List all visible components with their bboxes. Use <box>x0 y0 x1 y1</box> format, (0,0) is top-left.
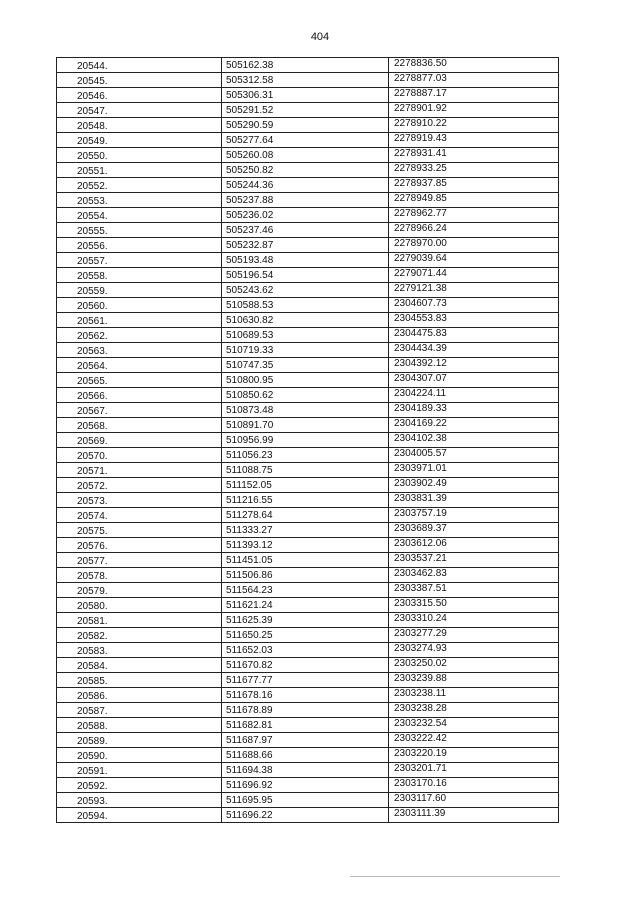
x-coordinate-cell: 511333.27 <box>222 523 389 537</box>
table-row <box>57 763 559 778</box>
y-coordinate-cell: 2278933.25 <box>389 163 559 177</box>
y-coordinate-cell: 2303232.54 <box>389 718 559 732</box>
y-coordinate-cell: 2303310.24 <box>389 613 559 627</box>
point-number-cell: 20586. <box>57 688 222 702</box>
x-coordinate-cell: 511621.24 <box>222 598 389 612</box>
y-coordinate-cell: 2279121.38 <box>389 283 559 297</box>
table-row <box>57 133 559 148</box>
x-coordinate-cell: 505260.08 <box>222 148 389 162</box>
y-coordinate-cell: 2304169.22 <box>389 418 559 432</box>
y-coordinate-cell: 2303220.19 <box>389 748 559 762</box>
y-coordinate-cell: 2279071.44 <box>389 268 559 282</box>
table-row <box>57 448 559 463</box>
point-number-cell: 20583. <box>57 643 222 657</box>
x-coordinate-cell: 511694.38 <box>222 763 389 777</box>
x-coordinate-cell: 511688.66 <box>222 748 389 762</box>
y-coordinate-cell: 2303170.16 <box>389 778 559 792</box>
x-coordinate-cell: 511056.23 <box>222 448 389 462</box>
y-coordinate-cell: 2304224.11 <box>389 388 559 402</box>
table-row <box>57 703 559 718</box>
y-coordinate-cell: 2303462.83 <box>389 568 559 582</box>
table-row <box>57 748 559 763</box>
point-number-cell: 20551. <box>57 163 222 177</box>
y-coordinate-cell: 2303238.28 <box>389 703 559 717</box>
x-coordinate-cell: 511678.89 <box>222 703 389 717</box>
point-number-cell: 20548. <box>57 118 222 132</box>
y-coordinate-cell: 2278836.50 <box>389 58 559 72</box>
x-coordinate-cell: 505290.59 <box>222 118 389 132</box>
table-row <box>57 343 559 358</box>
x-coordinate-cell: 505312.58 <box>222 73 389 87</box>
y-coordinate-cell: 2304005.57 <box>389 448 559 462</box>
y-coordinate-cell: 2278931.41 <box>389 148 559 162</box>
point-number-cell: 20545. <box>57 73 222 87</box>
point-number-cell: 20574. <box>57 508 222 522</box>
table-row <box>57 298 559 313</box>
point-number-cell: 20555. <box>57 223 222 237</box>
y-coordinate-cell: 2303274.93 <box>389 643 559 657</box>
point-number-cell: 20560. <box>57 298 222 312</box>
x-coordinate-cell: 511696.22 <box>222 808 389 822</box>
point-number-cell: 20563. <box>57 343 222 357</box>
x-coordinate-cell: 511650.25 <box>222 628 389 642</box>
page-number: 404 <box>310 31 330 43</box>
point-number-cell: 20558. <box>57 268 222 282</box>
y-coordinate-cell: 2304307.07 <box>389 373 559 387</box>
table-row <box>57 358 559 373</box>
y-coordinate-cell: 2278919.43 <box>389 133 559 147</box>
y-coordinate-cell: 2303111.39 <box>389 808 559 822</box>
point-number-cell: 20559. <box>57 283 222 297</box>
table-row <box>57 808 559 823</box>
point-number-cell: 20568. <box>57 418 222 432</box>
x-coordinate-cell: 510689.53 <box>222 328 389 342</box>
table-row <box>57 673 559 688</box>
x-coordinate-cell: 510719.33 <box>222 343 389 357</box>
point-number-cell: 20546. <box>57 88 222 102</box>
x-coordinate-cell: 511682.81 <box>222 718 389 732</box>
y-coordinate-cell: 2304392.12 <box>389 358 559 372</box>
table-row <box>57 163 559 178</box>
point-number-cell: 20592. <box>57 778 222 792</box>
y-coordinate-cell: 2303117.60 <box>389 793 559 807</box>
point-number-cell: 20557. <box>57 253 222 267</box>
table-row <box>57 523 559 538</box>
table-row <box>57 328 559 343</box>
y-coordinate-cell: 2279039.64 <box>389 253 559 267</box>
table-row <box>57 628 559 643</box>
y-coordinate-cell: 2278910.22 <box>389 118 559 132</box>
point-number-cell: 20565. <box>57 373 222 387</box>
y-coordinate-cell: 2303222.42 <box>389 733 559 747</box>
point-number-cell: 20573. <box>57 493 222 507</box>
point-number-cell: 20571. <box>57 463 222 477</box>
point-number-cell: 20579. <box>57 583 222 597</box>
table-row <box>57 103 559 118</box>
table-row <box>57 388 559 403</box>
x-coordinate-cell: 510956.99 <box>222 433 389 447</box>
y-coordinate-cell: 2304553.83 <box>389 313 559 327</box>
x-coordinate-cell: 505243.62 <box>222 283 389 297</box>
point-number-cell: 20581. <box>57 613 222 627</box>
table-row <box>57 373 559 388</box>
x-coordinate-cell: 511393.12 <box>222 538 389 552</box>
y-coordinate-cell: 2304475.83 <box>389 328 559 342</box>
x-coordinate-cell: 505277.64 <box>222 133 389 147</box>
point-number-cell: 20575. <box>57 523 222 537</box>
point-number-cell: 20577. <box>57 553 222 567</box>
x-coordinate-cell: 505244.36 <box>222 178 389 192</box>
x-coordinate-cell: 511564.23 <box>222 583 389 597</box>
y-coordinate-cell: 2278901.92 <box>389 103 559 117</box>
point-number-cell: 20578. <box>57 568 222 582</box>
y-coordinate-cell: 2304102.38 <box>389 433 559 447</box>
y-coordinate-cell: 2303612.06 <box>389 538 559 552</box>
table-row <box>57 493 559 508</box>
x-coordinate-cell: 511506.86 <box>222 568 389 582</box>
table-row <box>57 583 559 598</box>
table-row <box>57 718 559 733</box>
y-coordinate-cell: 2278962.77 <box>389 208 559 222</box>
x-coordinate-cell: 511216.55 <box>222 493 389 507</box>
x-coordinate-cell: 510873.48 <box>222 403 389 417</box>
x-coordinate-cell: 510891.70 <box>222 418 389 432</box>
x-coordinate-cell: 505291.52 <box>222 103 389 117</box>
y-coordinate-cell: 2303831.39 <box>389 493 559 507</box>
x-coordinate-cell: 510588.53 <box>222 298 389 312</box>
x-coordinate-cell: 505236.02 <box>222 208 389 222</box>
y-coordinate-cell: 2303315.50 <box>389 598 559 612</box>
x-coordinate-cell: 510630.82 <box>222 313 389 327</box>
y-coordinate-cell: 2303250.02 <box>389 658 559 672</box>
table-row <box>57 538 559 553</box>
y-coordinate-cell: 2303537.21 <box>389 553 559 567</box>
table-row <box>57 88 559 103</box>
y-coordinate-cell: 2303757.19 <box>389 508 559 522</box>
y-coordinate-cell: 2278966.24 <box>389 223 559 237</box>
table-row <box>57 58 559 73</box>
point-number-cell: 20569. <box>57 433 222 447</box>
table-row <box>57 463 559 478</box>
x-coordinate-cell: 511670.82 <box>222 658 389 672</box>
point-number-cell: 20572. <box>57 478 222 492</box>
table-row <box>57 733 559 748</box>
x-coordinate-cell: 511678.16 <box>222 688 389 702</box>
x-coordinate-cell: 505237.88 <box>222 193 389 207</box>
table-row <box>57 688 559 703</box>
point-number-cell: 20570. <box>57 448 222 462</box>
point-number-cell: 20590. <box>57 748 222 762</box>
point-number-cell: 20594. <box>57 808 222 822</box>
x-coordinate-cell: 505193.48 <box>222 253 389 267</box>
table-row <box>57 433 559 448</box>
point-number-cell: 20588. <box>57 718 222 732</box>
point-number-cell: 20553. <box>57 193 222 207</box>
table-row <box>57 148 559 163</box>
x-coordinate-cell: 511696.92 <box>222 778 389 792</box>
table-row <box>57 478 559 493</box>
point-number-cell: 20567. <box>57 403 222 417</box>
table-row <box>57 223 559 238</box>
table-row <box>57 658 559 673</box>
point-number-cell: 20556. <box>57 238 222 252</box>
point-number-cell: 20554. <box>57 208 222 222</box>
table-row <box>57 193 559 208</box>
table-row <box>57 598 559 613</box>
point-number-cell: 20584. <box>57 658 222 672</box>
point-number-cell: 20544. <box>57 58 222 72</box>
y-coordinate-cell: 2304607.73 <box>389 298 559 312</box>
y-coordinate-cell: 2304189.33 <box>389 403 559 417</box>
table-row <box>57 793 559 808</box>
y-coordinate-cell: 2303387.51 <box>389 583 559 597</box>
x-coordinate-cell: 511652.03 <box>222 643 389 657</box>
table-row <box>57 73 559 88</box>
y-coordinate-cell: 2278949.85 <box>389 193 559 207</box>
table-row <box>57 268 559 283</box>
table-row <box>57 613 559 628</box>
x-coordinate-cell: 511687.97 <box>222 733 389 747</box>
point-number-cell: 20587. <box>57 703 222 717</box>
table-row <box>57 178 559 193</box>
y-coordinate-cell: 2303689.37 <box>389 523 559 537</box>
y-coordinate-cell: 2303201.71 <box>389 763 559 777</box>
y-coordinate-cell: 2303971.01 <box>389 463 559 477</box>
table-row <box>57 778 559 793</box>
x-coordinate-cell: 511451.05 <box>222 553 389 567</box>
y-coordinate-cell: 2278937.85 <box>389 178 559 192</box>
table-row <box>57 403 559 418</box>
x-coordinate-cell: 511625.39 <box>222 613 389 627</box>
x-coordinate-cell: 510800.95 <box>222 373 389 387</box>
y-coordinate-cell: 2303239.88 <box>389 673 559 687</box>
x-coordinate-cell: 511677.77 <box>222 673 389 687</box>
x-coordinate-cell: 511695.95 <box>222 793 389 807</box>
y-coordinate-cell: 2303238.11 <box>389 688 559 702</box>
x-coordinate-cell: 511152.05 <box>222 478 389 492</box>
x-coordinate-cell: 505232.87 <box>222 238 389 252</box>
x-coordinate-cell: 505162.38 <box>222 58 389 72</box>
point-number-cell: 20562. <box>57 328 222 342</box>
table-row <box>57 508 559 523</box>
x-coordinate-cell: 505196.54 <box>222 268 389 282</box>
y-coordinate-cell: 2303277.29 <box>389 628 559 642</box>
point-number-cell: 20576. <box>57 538 222 552</box>
x-coordinate-cell: 505306.31 <box>222 88 389 102</box>
point-number-cell: 20582. <box>57 628 222 642</box>
table-row <box>57 313 559 328</box>
x-coordinate-cell: 511088.75 <box>222 463 389 477</box>
table-row <box>57 283 559 298</box>
point-number-cell: 20585. <box>57 673 222 687</box>
point-number-cell: 20591. <box>57 763 222 777</box>
table-row <box>57 643 559 658</box>
x-coordinate-cell: 510850.62 <box>222 388 389 402</box>
y-coordinate-cell: 2278887.17 <box>389 88 559 102</box>
point-number-cell: 20549. <box>57 133 222 147</box>
x-coordinate-cell: 505237.46 <box>222 223 389 237</box>
point-number-cell: 20552. <box>57 178 222 192</box>
point-number-cell: 20547. <box>57 103 222 117</box>
point-number-cell: 20593. <box>57 793 222 807</box>
y-coordinate-cell: 2304434.39 <box>389 343 559 357</box>
point-number-cell: 20550. <box>57 148 222 162</box>
table-row <box>57 253 559 268</box>
x-coordinate-cell: 510747.35 <box>222 358 389 372</box>
table-row <box>57 418 559 433</box>
table-row <box>57 553 559 568</box>
y-coordinate-cell: 2278970.00 <box>389 238 559 252</box>
y-coordinate-cell: 2303902.49 <box>389 478 559 492</box>
point-number-cell: 20589. <box>57 733 222 747</box>
point-number-cell: 20566. <box>57 388 222 402</box>
table-row <box>57 208 559 223</box>
coordinate-table <box>56 57 559 823</box>
point-number-cell: 20580. <box>57 598 222 612</box>
y-coordinate-cell: 2278877.03 <box>389 73 559 87</box>
footer-divider <box>350 876 560 877</box>
x-coordinate-cell: 505250.82 <box>222 163 389 177</box>
point-number-cell: 20561. <box>57 313 222 327</box>
table-row <box>57 238 559 253</box>
table-row <box>57 118 559 133</box>
point-number-cell: 20564. <box>57 358 222 372</box>
table-row <box>57 568 559 583</box>
x-coordinate-cell: 511278.64 <box>222 508 389 522</box>
